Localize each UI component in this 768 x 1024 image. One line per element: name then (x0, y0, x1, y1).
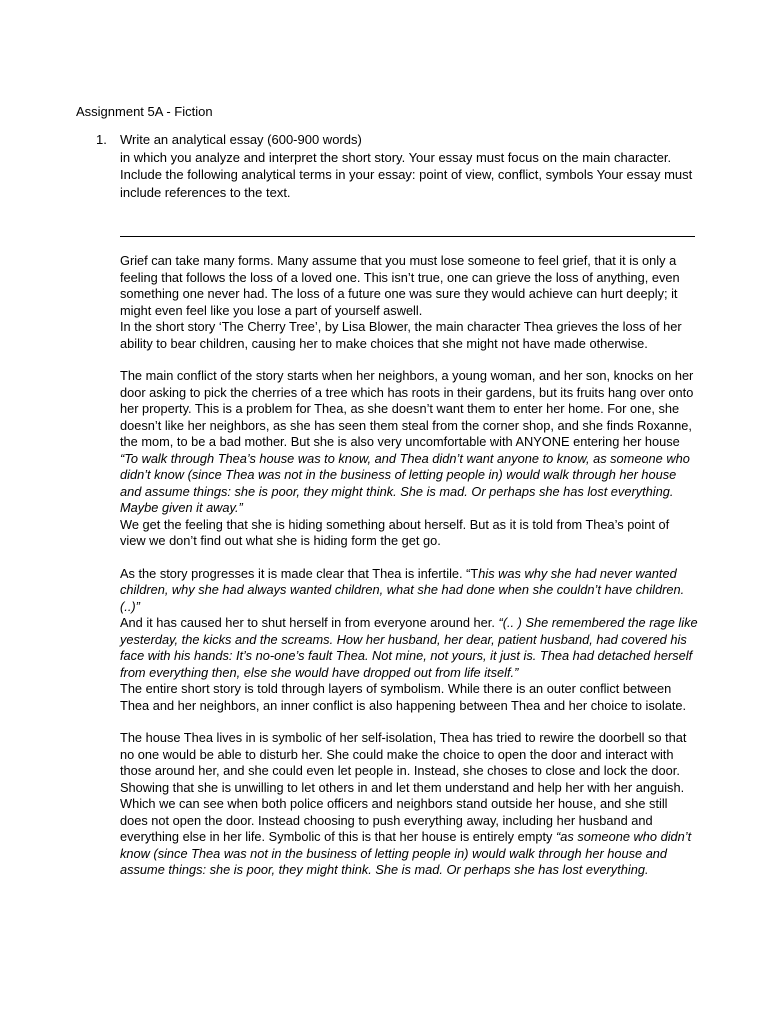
essay-conflict-paragraph (120, 368, 698, 517)
paragraph-gap (120, 352, 698, 368)
essay-point-of-view-paragraph: We get the feeling that she is hiding something about herself. But as it is told from Thea’s point of view we don’t find out what she is hiding form the get go. (120, 516, 670, 548)
essay-house-paragraph (120, 730, 698, 879)
infertility-quote: his was why she had never wanted children, why she had always wanted children, what she had done when she couldn’t have children. (..)” (120, 565, 685, 614)
essay-symbolism-paragraph: The entire short story is told through layers of symbolism. While there is an outer conflict between Thea and her neighbors, an inner conflict is also happening between Thea and her choice to isolate. (120, 681, 687, 713)
task-prompt (120, 131, 700, 201)
house-quote: “as someone who didn’t know (since Thea was not in the business of letting people in) would walk through her house and assume things: she is poor, they might think. She is mad. Or perhaps she has lost everything. (120, 829, 692, 877)
isolation-text: And it has caused her to shut herself in from everyone around her. (120, 615, 499, 630)
task-title: Write an analytical essay (600-900 words) (120, 132, 362, 147)
essay-intro-paragraph: Grief can take many forms. Many assume that you must lose someone to feel grief, that it is only a feeling that follows the loss of a loved one. This isn’t true, one can grieve the loss of anything, even something one never had. The loss of a future one was sure they would achieve can hurt deeply; it might even feel like you lose a part of yourself aswell. (120, 253, 680, 318)
isolation-quote: “(.. ) She remembered the rage like yesterday, the kicks and the screams. How her husband, her dear, patient husband, had covered his face with his hands: It’s no-one’s fault Thea. Not mine, not yours, it just is. Thea had detached herself from everything then, else she would have dropped out from life itself.” (120, 615, 698, 680)
house-text: The house Thea lives in is symbolic of her self-isolation, Thea has tried to rewire the doorbell so that no one would be able to disturb her. She could make the choice to open the door and interact with those around her, and she could even let people in. Instead, she choses to close and lock the door. Showing that she is unwilling to let others in and let them understand and help her with her anguish. Which we can see when both police officers and neighbors stand outside her house, and she still does not open the door. Instead choosing to push everything away, including her husband and everything else in her life. Symbolic of this is that her house is entirely empty (120, 730, 687, 844)
task-body: in which you analyze and interpret the short story. Your essay must focus on the main character. Include the following analytical terms in your essay: point of view, conflict, symbols Your essay must include references to the text. (120, 149, 693, 200)
task-number: 1. (96, 132, 107, 147)
paragraph-gap (120, 550, 698, 566)
conflict-text: The main conflict of the story starts when her neighbors, a young woman, and her son, knocks on her door asking to pick the cherries of a tree which has roots in their gardens, but its fruits hang over onto her property. This is a problem for Thea, as she doesn’t want them to enter her home. For one, she doesn’t like her neighbors, as she has seen them steal from the corner shop, and she finds Roxanne, the mom, to be a bad mother. But she is also very uncomfortable with ANYONE entering her house (120, 368, 694, 449)
essay-isolation-paragraph (120, 615, 698, 681)
essay-infertility-paragraph (120, 566, 698, 616)
answer-divider (120, 236, 695, 237)
paragraph-gap (120, 714, 698, 730)
infertility-text: As the story progresses it is made clear that Thea is infertile. “T (120, 565, 479, 581)
conflict-quote: “To walk through Thea’s house was to know, and Thea didn’t want anyone to know, as someone who didn’t know (since Thea was not in the business of letting people in) would walk through her house and assume things: she is poor, they might think. She is mad. Or perhaps she has lost everything. Maybe given it away.” (120, 450, 690, 515)
assignment-title: Assignment 5A - Fiction (76, 104, 213, 119)
essay-body (120, 253, 698, 879)
essay-thesis-paragraph: In the short story ‘The Cherry Tree’, by Lisa Blower, the main character Thea grieves the loss of her ability to bear children, causing her to make choices that she might not have made otherwise. (120, 319, 682, 351)
